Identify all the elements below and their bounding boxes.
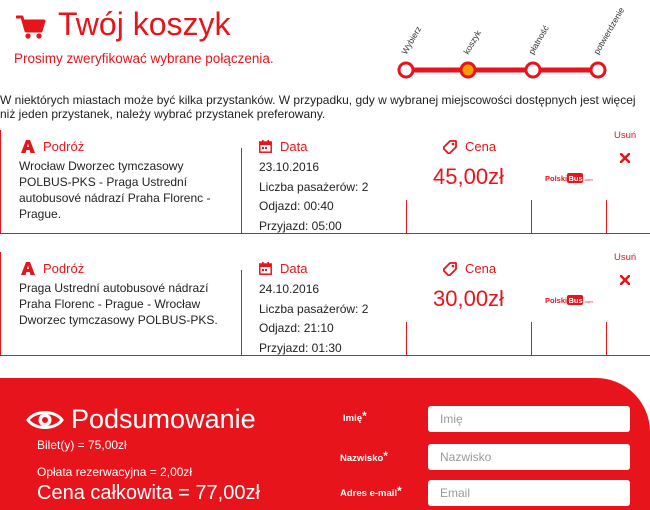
price-header — [443, 139, 496, 154]
journey-header — [21, 261, 84, 276]
journey-header-label: Podróż — [43, 139, 85, 154]
bus-icon — [21, 262, 35, 275]
summary-fee: Opłata rezerwacyjna = 2,00zł — [37, 465, 193, 479]
step-dot-4 — [591, 63, 605, 77]
polskibus-logo — [545, 294, 599, 306]
last-name-field[interactable] — [428, 444, 630, 470]
tag-icon — [443, 140, 457, 154]
booking-price: 30,00zł — [433, 286, 504, 311]
eye-icon — [26, 408, 64, 432]
first-name-field[interactable] — [428, 406, 630, 432]
journey-details — [259, 158, 368, 236]
cart-icon — [16, 14, 46, 40]
journey-header — [21, 139, 84, 154]
first-name-label: Imię* — [343, 409, 367, 424]
progress-track — [388, 0, 650, 92]
cart-header — [0, 0, 650, 90]
date-header — [259, 139, 307, 154]
route-text: Praga Ustrední autobusové nádrazí Praha Florenc - Prague - Wrocław Dworzec tymczasowy POLBUS-PKS. — [19, 281, 218, 327]
email-field[interactable] — [428, 480, 630, 506]
booking-row — [0, 130, 650, 234]
svg-text:Bus: Bus — [568, 296, 583, 305]
arrival-time: Przyjazd: 01:30 — [259, 340, 342, 355]
checkout-progress — [388, 0, 650, 92]
step-label-choose: Wybierz — [399, 24, 424, 56]
stops-info-text: W niektórych miastach może być kilka przystanków. W przypadku, gdy w wybranej miejscowości dostępnych jest więcej niż jeden przystanek, należy wybrać przystanek preferowany. — [0, 93, 636, 121]
summary-panel — [0, 378, 650, 510]
svg-text:.com: .com — [584, 299, 593, 304]
close-icon[interactable] — [620, 275, 630, 285]
summary-title: Podsumowanie — [71, 404, 256, 434]
price-header — [443, 261, 496, 276]
date-header-label: Data — [280, 261, 308, 276]
svg-text:Polski: Polski — [545, 296, 568, 305]
calendar-icon — [259, 140, 272, 153]
date-header — [259, 261, 307, 276]
page-subtitle: Prosimy zweryfikować wybrane połączenia. — [14, 51, 274, 66]
journey-header-label: Podróż — [43, 261, 85, 276]
arrival-time: Przyjazd: 05:00 — [259, 218, 342, 233]
step-label-confirmation: potwierdzenie — [591, 5, 627, 57]
step-label-cart: koszyk — [461, 28, 483, 56]
journey-date: 23.10.2016 — [259, 160, 320, 174]
polskibus-logo — [545, 172, 599, 184]
bus-icon — [21, 140, 35, 153]
departure-time: Odjazd: 21:10 — [259, 321, 334, 335]
svg-text:Bus: Bus — [568, 174, 583, 183]
journey-date: 24.10.2016 — [259, 282, 320, 296]
page-title: Twój koszyk — [58, 6, 231, 42]
step-dot-1 — [399, 63, 413, 77]
last-name-label: Nazwisko* — [340, 449, 388, 464]
journey-details — [259, 280, 368, 358]
passenger-count: Liczba pasażerów: 2 — [259, 301, 369, 316]
route-text: Wrocław Dworzec tymczasowy POLBUS-PKS - Praga Ustrední autobusové nádrazí Praha Florenc - Prague. — [19, 159, 211, 221]
svg-text:.com: .com — [584, 177, 593, 182]
summary-tickets: Bilet(y) = 75,00zł — [37, 438, 127, 452]
remove-header: Usuń — [614, 252, 637, 263]
departure-time: Odjazd: 00:40 — [259, 199, 334, 213]
booking-price: 45,00zł — [433, 164, 504, 189]
step-dot-3 — [526, 63, 540, 77]
svg-text:Polski: Polski — [545, 174, 568, 183]
price-header-label: Cena — [465, 139, 497, 154]
close-icon[interactable] — [620, 153, 630, 163]
date-header-label: Data — [280, 139, 308, 154]
remove-header: Usuń — [614, 130, 637, 141]
summary-total: Cena całkowita = 77,00zł — [37, 482, 260, 504]
tag-icon — [443, 262, 457, 276]
step-label-payment: płatność — [526, 23, 551, 57]
email-label: Adres e-mail* — [340, 484, 402, 499]
booking-row — [0, 252, 650, 356]
calendar-icon — [259, 262, 272, 275]
passenger-count: Liczba pasażerów: 2 — [259, 179, 369, 194]
step-dot-2 — [461, 63, 475, 77]
price-header-label: Cena — [465, 261, 497, 276]
